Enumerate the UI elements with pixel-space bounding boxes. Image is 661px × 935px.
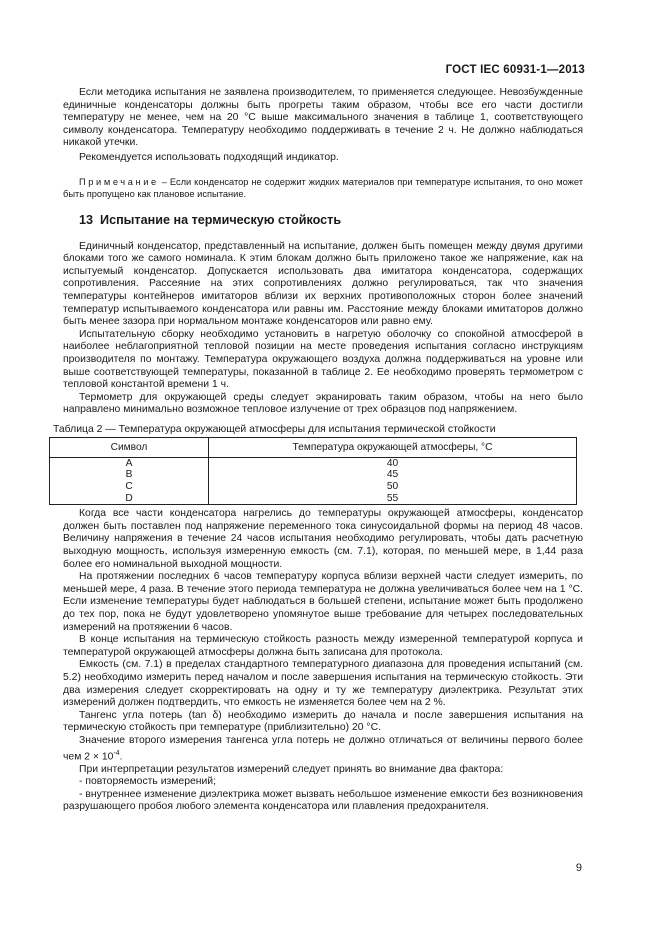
table-row (50, 493, 577, 505)
exponent: -4 (113, 749, 120, 757)
paragraph (63, 735, 583, 764)
note-label: Примечание (79, 176, 159, 187)
cell-symbol: C (50, 481, 209, 493)
list-item: - внутреннее изменение диэлектрика может вызвать небольшое изменение емкости без возникновения разрушающего пробоя любого элемента конденсатора или плавления предохранителя. (63, 788, 583, 813)
table-header-row (50, 437, 577, 457)
note-text: – Если конденсатор не содержит жидких материалов при температуре испытания, то оно может быть пропущено как плановое испытание. (63, 176, 583, 199)
table-caption: Таблица 2 — Температура окружающей атмосферы для испытания термической стойкости (53, 423, 496, 435)
list-item: - повторяемость измерений; (79, 776, 216, 788)
paragraph: Термометр для окружающей среды следует экранировать таким образом, чтобы на него было направлено минимально возможное тепловое излучение от трех образцов под напряжением. (63, 391, 583, 416)
paragraph: Рекомендуется использовать подходящий индикатор. (79, 151, 339, 163)
table-row (50, 481, 577, 493)
cell-temperature: 40 (209, 457, 577, 469)
paragraph: В конце испытания на термическую стойкость разность между измеренной температурой корпуса и температурой окружающей атмосферы должна быть записана для протокола. (63, 634, 583, 658)
note (63, 176, 583, 200)
table-row (50, 469, 577, 481)
table-row (50, 457, 577, 469)
page-number: 9 (575, 862, 582, 874)
column-header-temperature: Температура окружающей атмосферы, °С (209, 437, 577, 457)
paragraph-end: . (119, 751, 123, 762)
cell-symbol: D (50, 493, 209, 505)
paragraph: На протяжении последних 6 часов температуру корпуса вблизи верхней части следует измерить, по меньшей мере, 4 раза. В течение этого периода температура не должна увеличиваться более чем на 1 °С. Если изменение температуры будет наблюдаться в большей степени, испытание может быть продолжено до тех пор, пока не будут удовлетворено упомянутое выше требование для четырех последовательных измерений на протяжении 6 часов. (63, 571, 583, 633)
temperature-table (49, 437, 577, 505)
paragraph: Когда все части конденсатора нагрелись до температуры окружающей атмосферы, конденсатор должен быть поставлен под напряжение переменного тока синусоидальной формы на период 48 часов. Величину напряжения в течение 24 часов испытания необходимо регулировать, чтобы дать расчетную выходную мощность, используя измеренную емкость (см. 7.1), которая, по меньшей мере, в 1,44 раза более его номинальной выходной мощности. (63, 508, 583, 570)
cell-symbol: B (50, 469, 209, 481)
page-content (53, 87, 583, 814)
section-number: 13 (79, 212, 94, 227)
paragraph: При интерпретации результатов измерений следует принять во внимание два фактора: (79, 763, 504, 775)
paragraph-text: Значение второго измерения тангенса угла потерь не должно отличаться от величины первого более чем 2 × 10 (63, 734, 583, 762)
section-heading (79, 213, 583, 228)
column-header-symbol: Символ (50, 437, 209, 457)
section-title: Испытание на термическую стойкость (100, 212, 342, 227)
paragraph: Тангенс угла потерь (tan δ) необходимо измерить до начала и после завершения испытания на термическую стойкость при температуре (приблизительно) 20 °С. (63, 709, 583, 734)
document-header: ГОСТ IEC 60931-1—2013 (445, 64, 585, 76)
paragraph: Емкость (см. 7.1) в пределах стандартного температурного диапазона для проведения испытаний (см. 5.2) необходимо измерить перед началом и после завершения испытания на термическую стойкость. Эти два измерения следует скорректировать на одну и ту же температуру диэлектрика. Результат этих измерений должен подтвердить, что емкость не изменяется более чем на 2 %. (63, 659, 583, 709)
cell-temperature: 55 (209, 493, 577, 505)
cell-symbol: A (50, 457, 209, 469)
cell-temperature: 45 (209, 469, 577, 481)
paragraph: Единичный конденсатор, представленный на испытание, должен быть помещен между двумя другими блоками того же самого номинала. К этим блокам должно быть приложено такое же напряжение, как на испытуемый конденсатор. Допускается использовать два имитатора конденсатора, содержащих сопротивления. Рассеяние на этих сопротивлениях должно регулироваться, так что значения температуры контейнеров имитаторов вблизи их верхних противоположных сторон более значений температур испытываемого конденсатора или равны им. Расстояние между блоками имитаторов должно быть менее зазора при нормальном монтаже конденсаторов или равно ему. (63, 240, 583, 328)
paragraph: Испытательную сборку необходимо установить в нагретую оболочку со спокойной атмосферой в наиболее неблагоприятной тепловой позиции на месте проведения испытания согласно инструкциям производителя по монтажу. Температура окружающего воздуха должна поддерживаться на уровне или выше соответствующей температуры, показанной в таблице 2. Ее необходимо проверять термометром с тепловой константой времени 1 ч. (63, 328, 583, 391)
cell-temperature: 50 (209, 481, 577, 493)
paragraph: Если методика испытания не заявлена производителем, то применяется следующее. Невозбужденные единичные конденсаторы должны быть прогреты таким образом, чтобы все его части достигли температуру не менее, чем на 20 °С выше максимального значения в таблице 1, соответствующего символу конденсатора. Температуру необходимо поддерживать в течение 2 ч. Не должно наблюдаться никакой утечки. (63, 87, 583, 149)
